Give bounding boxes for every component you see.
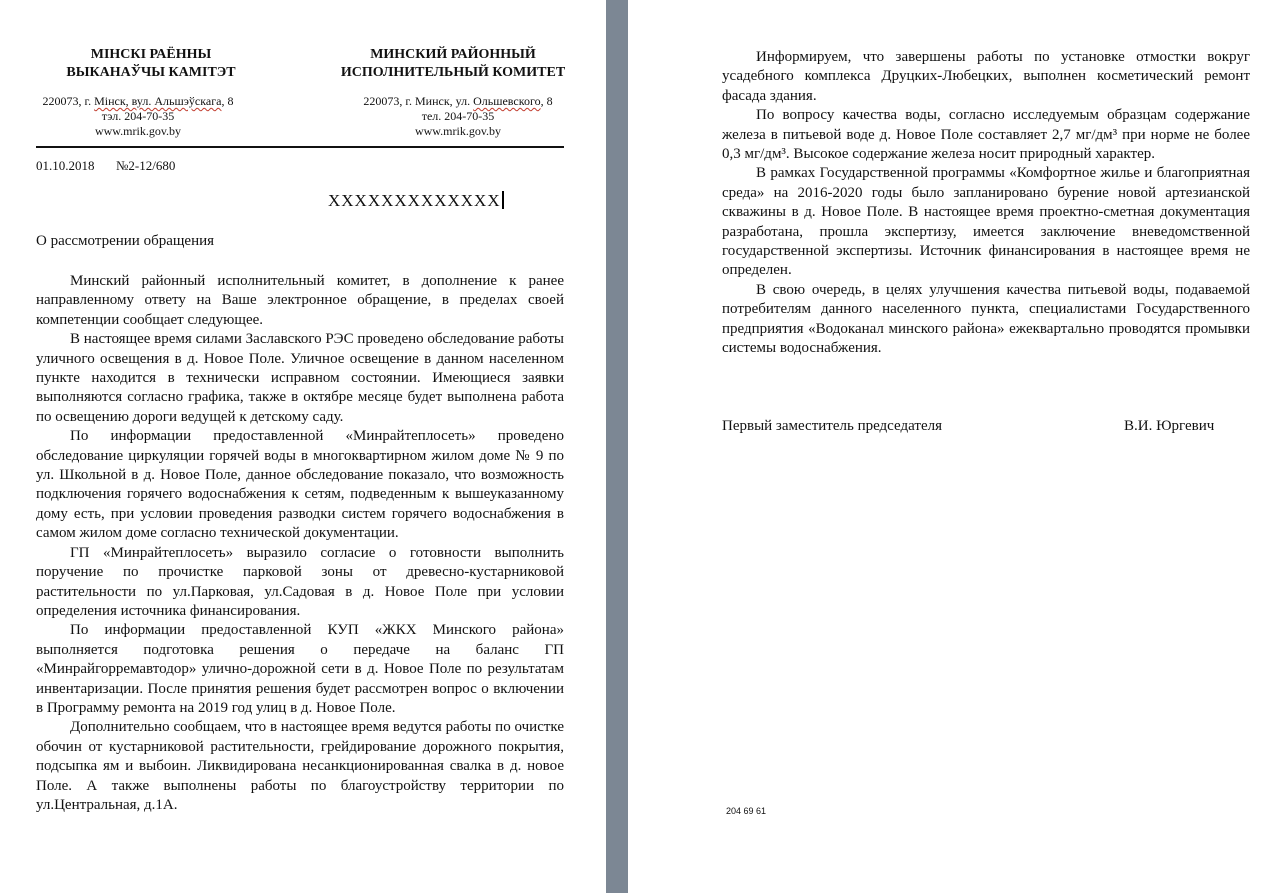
paragraph: Информируем, что завершены работы по установке отмостки вокруг усадебного комплекса Друцких-Любецких, выполнен косметический ремонт фасада здания. (722, 49, 1250, 104)
header-by-line2: ВЫКАНАЎЧЫ КАМIТЭТ (66, 65, 236, 80)
paragraph: ГП «Минрайтеплосеть» выразило согласие о готовности выполнить поручение по прочистке парковой зоны от древесно-кустарниковой растительности по ул.Парковая, ул.Садовая в д. Новое Поле при условии определения источника финансирования. (36, 544, 564, 619)
header-by-line1: МIНСКI РАЁННЫ (90, 47, 212, 62)
registration-number: №2-12/680 (116, 158, 176, 173)
paragraph: Дополнительно сообщаем, что в настоящее время ведутся работы по очистке обочин от кустарниковой растительности, грейдирование дорожного покрытия, подсыпка ям и выбоин. Ликвидирована несанкционированная свалка в д. новое Поле. А также выполнены работы по благоустройству территории по ул.Центральная, д.1А. (36, 719, 564, 813)
addr-ru-phone: тел. 204-70-35 (421, 109, 495, 123)
paragraph: В рамках Государственной программы «Комфортное жилье и благоприятная среда» на 2016-2020 годы было запланировано бурение новой артезианской скважины в д. Новое Поле. В настоящее время проектно-сметная документация разработана, прошла экспертизу, имеется заключение вневедомственной государственной экспертизы. Источник финансирования в настоящее время не определен. (722, 165, 1250, 279)
addr-by-line1: 220073, г. Мiнск, вул. Альшэўскага, 8 (42, 94, 234, 108)
address-russian (340, 94, 576, 139)
paragraph: По вопросу качества воды, согласно исследуемым образцам содержание железа в питьевой воде д. Новое Поле составляет 2,7 мг/дм³ при норме не более 0,3 мг/дм³. Высокое содержание железа носит природный характер. (722, 107, 1250, 163)
header-divider (36, 146, 564, 148)
letter-subject: О рассмотрении обращения (36, 233, 215, 249)
paragraph: В настоящее время силами Заславского РЭС проведено обследование работы уличного освещения в д. Новое Поле. Уличное освещение в данном населенном пункте находится в технически исправном состоянии. Имеющиеся заявки выполняются согласно графика, также в октябре месяце будет выполнена работа по освещению дороги ведущей к детскому саду. (36, 331, 564, 425)
paragraph: По информации предоставленной «Минрайтеплосеть» проведено обследование циркуляции горячей воды в многоквартирном жилом доме № 9 по ул. Школьной в д. Новое Поле, данное обследование показало, что возможность подключения горячего водоснабжения к сетям, подведенным к вышеуказанному дому есть, при условии проведения разводки систем горячего водоснабжения в самом жилом доме согласно технической документации. (36, 428, 564, 542)
header-ru-line1: МИНСКИЙ РАЙОННЫЙ (370, 47, 536, 62)
header-ru-line2: ИСПОЛНИТЕЛЬНЫЙ КОМИТЕТ (340, 65, 566, 80)
paragraph: Минский районный исполнительный комитет, в дополнение к ранее направленному ответу на Ваше электронное обращение, в пределах своей компетенции сообщает следующее. (36, 273, 564, 328)
header-russian (328, 46, 578, 82)
document-page-1[interactable] (0, 0, 606, 893)
footer-phone: 204 69 61 (726, 806, 767, 816)
header-belarusian (36, 46, 266, 82)
paragraph: В свою очередь, в целях улучшения качества питьевой воды, подаваемой потребителям данного населенного пункта, специалистами Государственного предприятия «Водоканал минского района» ежеквартально проводятся промывки системы водоснабжения. (722, 281, 1250, 357)
document-page-2[interactable] (628, 0, 1280, 893)
signature-name: В.И. Юргевич (1124, 418, 1215, 434)
letter-body-right (722, 48, 1250, 359)
addr-ru-website: www.mrik.gov.by (414, 124, 502, 138)
signature-title: Первый заместитель председателя (722, 418, 942, 434)
paragraph: По информации предоставленной КУП «ЖКХ Минского района» выполняется подготовка решения о передаче на баланс ГП «Минрайгорремавтодор» улично-дорожной сети в д. Новое Поле по результатам инвентаризации. После принятия решения будет рассмотрен вопрос о включении в Программу ремонта на 2019 год улиц в д. Новое Поле. (36, 622, 564, 716)
addr-by-phone: тэл. 204-70-35 (101, 109, 175, 123)
page-gap (606, 0, 628, 893)
addr-ru-line1: 220073, г. Минск, ул. Ольшевского, 8 (363, 94, 553, 108)
letter-body-left (36, 272, 564, 815)
address-belarusian (20, 94, 256, 139)
text-cursor (502, 191, 504, 209)
document-date: 01.10.2018 (36, 158, 95, 173)
addr-by-website: www.mrik.gov.by (94, 124, 182, 138)
recipient-field[interactable]: ХХХХХХХХХХХХХ (328, 191, 504, 211)
